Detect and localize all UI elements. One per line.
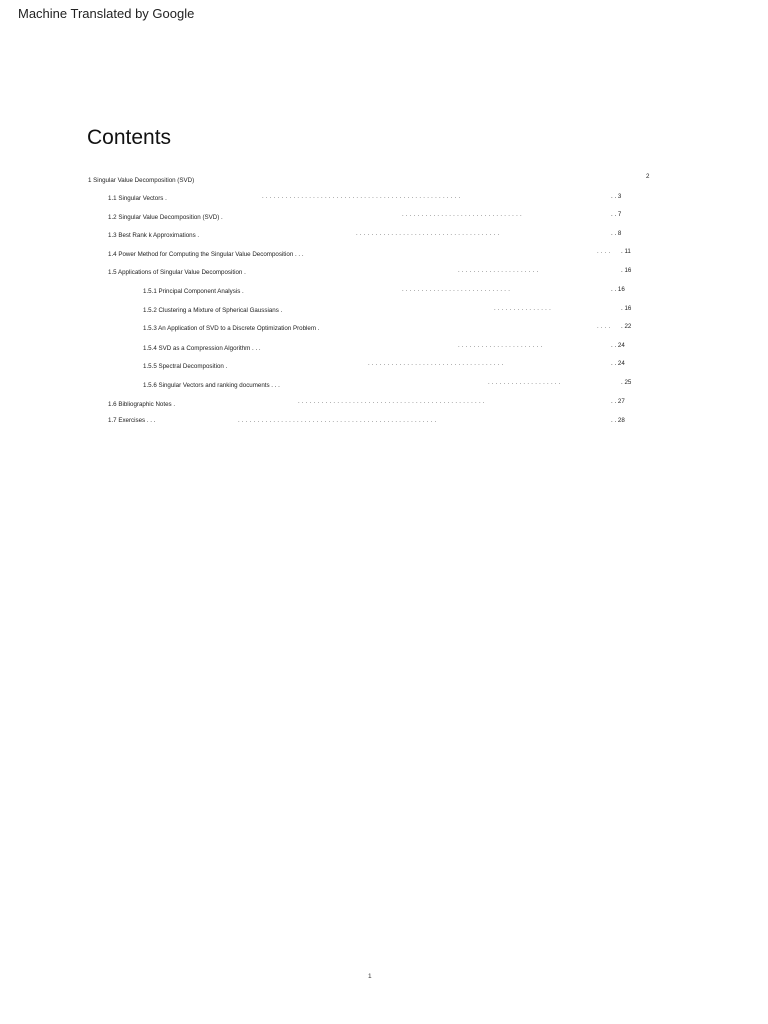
toc-entry-label[interactable]: 1.6 Bibliographic Notes . <box>108 401 176 408</box>
header-note: Machine Translated by Google <box>18 6 195 21</box>
toc-entry-label[interactable]: 1.5.6 Singular Vectors and ranking documents . . . <box>143 382 280 389</box>
toc-entry-page: . . 24 <box>611 342 625 349</box>
contents-title: Contents <box>87 126 172 149</box>
toc-entry-page: . 25 <box>621 379 632 386</box>
page-number: 1 <box>368 973 372 980</box>
toc-entry-page: . . 27 <box>611 398 625 405</box>
toc-chapter-label[interactable]: 1 Singular Value Decomposition (SVD) <box>88 177 195 184</box>
toc-entry-page: . . 8 <box>611 230 622 237</box>
toc-entry-page: . 11 <box>621 248 631 255</box>
toc-entry-leader: . . . . . . . . . . . . . . . <box>494 306 552 312</box>
toc-entry-page: . 16 <box>621 267 632 274</box>
toc-entry-label[interactable]: 1.5.5 Spectral Decomposition . <box>143 363 228 370</box>
toc-entry-leader: . . . . . . . . . . . . . . . . . . . . . . . . . . . . . . . . . . . . . . . . . . . . . . . . . . . <box>262 194 461 200</box>
toc-entry-leader: . . . . . . . . . . . . . . . . . . . . . . . . . . . . . . . . . . . . . . . . . . . . . . . . <box>298 399 485 405</box>
toc-entry-leader: . . . . . . . . . . . . . . . . . . . . . . . . . . . . <box>402 287 511 293</box>
toc-entry-page: . . 24 <box>611 360 625 367</box>
toc-entry-leader: . . . . . . . . . . . . . . . . . . . . . . . . . . . . . . . . . . . <box>368 361 504 367</box>
toc-entry-leader: . . . . . . . . . . . . . . . . . . . . . . . . . . . . . . . . . . . . . . . . . . . . . . . . . . . <box>238 418 437 424</box>
toc-entry-page: . 22 <box>621 323 632 330</box>
toc-entry-label[interactable]: 1.5.3 An Application of SVD to a Discrete Optimization Problem . <box>143 325 320 332</box>
toc-entry-leader: . . . . . . . . . . . . . . . . . . . <box>488 380 561 386</box>
toc-entry-label[interactable]: 1.4 Power Method for Computing the Singular Value Decomposition . . . <box>108 251 304 258</box>
toc-entry-label[interactable]: 1.5 Applications of Singular Value Decomposition . <box>108 269 246 276</box>
toc-entry-page: . . 16 <box>611 286 625 293</box>
toc-entry-label[interactable]: 1.7 Exercises . . . <box>108 417 156 424</box>
toc-entry-page: . . 7 <box>611 211 622 218</box>
toc-entry-label[interactable]: 1.3 Best Rank k Approximations . <box>108 232 200 239</box>
toc-chapter-page: 2 <box>646 173 650 180</box>
toc-entry-leader: . . . . . . . . . . . . . . . . . . . . . . <box>458 343 543 349</box>
toc-entry-leader: . . . . . . . . . . . . . . . . . . . . . <box>458 268 539 274</box>
toc-entry-label[interactable]: 1.1 Singular Vectors . <box>108 195 167 202</box>
toc-entry-label[interactable]: 1.5.2 Clustering a Mixture of Spherical Gaussians . <box>143 307 283 314</box>
toc-entry-page: . . 3 <box>611 193 622 200</box>
toc-entry-page: . 16 <box>621 305 632 312</box>
toc-entry-page: . . 28 <box>611 417 625 424</box>
toc-entry-leader: . . . . <box>597 249 611 255</box>
toc-entry-leader: . . . . <box>597 324 611 330</box>
toc-entry-label[interactable]: 1.2 Singular Value Decomposition (SVD) . <box>108 214 223 221</box>
toc-entry-leader: . . . . . . . . . . . . . . . . . . . . . . . . . . . . . . . . . . . . . <box>356 231 500 237</box>
toc-entry-label[interactable]: 1.5.1 Principal Component Analysis . <box>143 288 244 295</box>
toc-entry-leader: . . . . . . . . . . . . . . . . . . . . . . . . . . . . . . . <box>402 212 522 218</box>
toc-entry-label[interactable]: 1.5.4 SVD as a Compression Algorithm . . . <box>143 345 261 352</box>
